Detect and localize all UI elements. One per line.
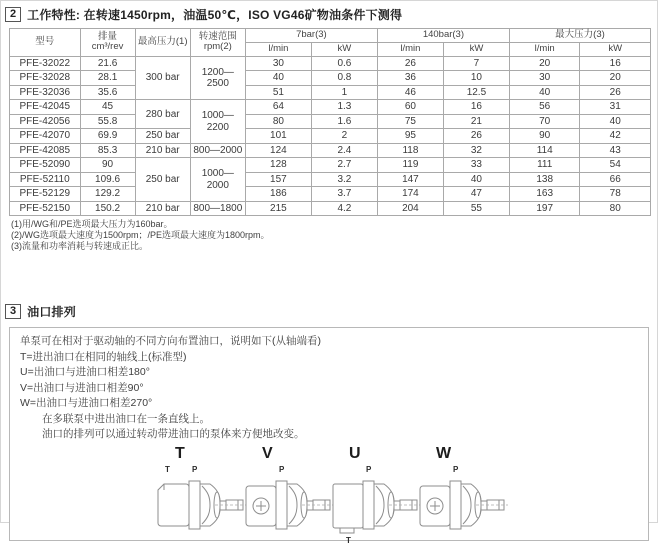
figure-T-ports (155, 465, 242, 476)
section3-number: 3 (5, 304, 21, 319)
port-figures (20, 445, 638, 546)
cell-140bar-lmin: 26 (377, 56, 443, 71)
cell-displacement: 109.6 (80, 172, 135, 187)
figure-W-label: W (436, 444, 452, 462)
cell-140bar-kw: 32 (443, 143, 509, 158)
cell-140bar-lmin: 119 (377, 158, 443, 173)
col-7bar-kw: kW (311, 42, 377, 56)
cell-model: PFE-32028 (10, 71, 81, 86)
cell-7bar-kw: 1.3 (311, 100, 377, 115)
cell-7bar-lmin: 124 (245, 143, 311, 158)
port-arrangement-box (9, 327, 649, 545)
cell-max-lmin: 111 (509, 158, 580, 173)
cell-max-kw: 66 (580, 172, 651, 187)
ports-def-U: U=出油口与进油口相差180° (20, 366, 150, 379)
cell-max-kw: 16 (580, 56, 651, 71)
ports-def-T: T=进出油口在相同的轴线上(标准型) (20, 350, 187, 363)
table-row (10, 100, 651, 115)
figure-T (155, 445, 242, 546)
cell-displacement: 85.3 (80, 143, 135, 158)
cell-140bar-lmin: 36 (377, 71, 443, 86)
cell-max-pressure: 210 bar (135, 143, 190, 158)
cell-displacement: 129.2 (80, 187, 135, 202)
cell-max-lmin: 40 (509, 85, 580, 100)
displacement-line1: 排量 (98, 30, 118, 42)
col-max-lmin: l/min (509, 42, 580, 56)
header-row-groups (10, 29, 651, 43)
cell-displacement: 35.6 (80, 85, 135, 100)
cell-7bar-lmin: 186 (245, 187, 311, 202)
footnotes (11, 219, 657, 252)
cell-140bar-kw: 10 (443, 71, 509, 86)
figure-U-port-P: P (366, 464, 372, 474)
table-row (10, 56, 651, 71)
footnote-3: (3)流量和功率消耗与转速成正比。 (11, 241, 149, 252)
cell-7bar-kw: 2 (311, 129, 377, 144)
col-140bar-lmin: l/min (377, 42, 443, 56)
figure-W-port-P: P (453, 464, 459, 474)
cell-displacement: 21.6 (80, 56, 135, 71)
cell-displacement: 28.1 (80, 71, 135, 86)
group-7bar: 7bar(3) (245, 29, 377, 43)
cell-max-kw: 42 (580, 129, 651, 144)
cell-displacement: 150.2 (80, 201, 135, 216)
cell-7bar-kw: 2.4 (311, 143, 377, 158)
figure-V (242, 445, 329, 546)
col-speed-range (190, 29, 245, 57)
cell-displacement: 90 (80, 158, 135, 173)
cell-140bar-kw: 47 (443, 187, 509, 202)
cell-max-lmin: 56 (509, 100, 580, 115)
section2-number: 2 (5, 7, 21, 22)
cell-7bar-kw: 3.7 (311, 187, 377, 202)
cell-displacement: 45 (80, 100, 135, 115)
cell-max-lmin: 197 (509, 201, 580, 216)
table-row (10, 143, 651, 158)
cell-max-pressure: 250 bar (135, 158, 190, 202)
spec-table-body (10, 56, 651, 216)
col-140bar-kw: kW (443, 42, 509, 56)
group-max-pressure: 最大压力(3) (509, 29, 650, 43)
cell-140bar-kw: 12.5 (443, 85, 509, 100)
section2-title: 工作特性: 在转速1450rpm，油温50℃，ISO VG46矿物油条件下测得 (27, 8, 403, 22)
figure-V-port-P: P (279, 464, 285, 474)
pump-drawing-U (329, 476, 416, 536)
cell-max-pressure: 250 bar (135, 129, 190, 144)
cell-model: PFE-52150 (10, 201, 81, 216)
figure-T-label: T (175, 444, 185, 462)
footnote-2: (2)/WG选项最大速度为1500rpm；/PE选项最大速度为1800rpm。 (11, 230, 270, 241)
cell-displacement: 55.8 (80, 114, 135, 129)
cell-model: PFE-42045 (10, 100, 81, 115)
pump-drawing-T (155, 476, 242, 536)
table-row (10, 172, 651, 187)
table-row (10, 201, 651, 216)
cell-7bar-kw: 0.6 (311, 56, 377, 71)
cell-140bar-lmin: 60 (377, 100, 443, 115)
figure-U-port-bottom: T (346, 535, 351, 545)
cell-7bar-kw: 1 (311, 85, 377, 100)
cell-7bar-lmin: 157 (245, 172, 311, 187)
ports-def-V: V=出油口与进油口相差90° (20, 381, 144, 394)
cell-model: PFE-52110 (10, 172, 81, 187)
cell-max-kw: 26 (580, 85, 651, 100)
cell-7bar-lmin: 101 (245, 129, 311, 144)
cell-140bar-kw: 55 (443, 201, 509, 216)
cell-max-lmin: 20 (509, 56, 580, 71)
figure-V-port-bottom (242, 536, 329, 546)
ports-def-W: W=出油口与进油口相差270° (20, 397, 153, 410)
cell-model: PFE-42056 (10, 114, 81, 129)
figure-T-port-P: P (192, 464, 198, 474)
cell-7bar-kw: 0.8 (311, 71, 377, 86)
figure-U (329, 445, 416, 546)
figure-T-port-bottom (155, 536, 242, 546)
pump-side-view-icon (155, 476, 250, 536)
port-arrangement-text (20, 334, 638, 443)
ports-intro: 单泵可在相对于驱动轴的不同方向布置油口，说明如下(从轴端看) (20, 335, 321, 348)
cell-140bar-kw: 33 (443, 158, 509, 173)
cell-max-lmin: 30 (509, 71, 580, 86)
col-max-pressure: 最高压力(1) (135, 29, 190, 57)
cell-max-kw: 80 (580, 201, 651, 216)
group-140bar: 140bar(3) (377, 29, 509, 43)
figure-W-port-bottom (416, 536, 503, 546)
figure-W-ports (416, 465, 503, 476)
cell-7bar-lmin: 64 (245, 100, 311, 115)
cell-max-pressure: 210 bar (135, 201, 190, 216)
cell-speed-range: 800—1800 (190, 201, 245, 216)
ports-note-1: 在多联泵中进出油口在一条直线上。 (42, 412, 210, 425)
speed-line1: 转速范围 (198, 30, 237, 42)
cell-140bar-lmin: 147 (377, 172, 443, 187)
cell-7bar-kw: 2.7 (311, 158, 377, 173)
cell-model: PFE-52090 (10, 158, 81, 173)
table-row (10, 187, 651, 202)
figure-V-ports (242, 465, 329, 476)
cell-140bar-kw: 7 (443, 56, 509, 71)
cell-model: PFE-42085 (10, 143, 81, 158)
cell-140bar-kw: 40 (443, 172, 509, 187)
cell-140bar-lmin: 75 (377, 114, 443, 129)
col-max-kw: kW (580, 42, 651, 56)
cell-7bar-kw: 1.6 (311, 114, 377, 129)
spec-table (9, 28, 651, 216)
cell-max-kw: 40 (580, 114, 651, 129)
cell-max-lmin: 138 (509, 172, 580, 187)
cell-model: PFE-42070 (10, 129, 81, 144)
cell-model: PFE-52129 (10, 187, 81, 202)
table-row (10, 71, 651, 86)
cell-max-kw: 20 (580, 71, 651, 86)
figure-U-ports (329, 465, 416, 476)
cell-max-kw: 78 (580, 187, 651, 202)
cell-7bar-lmin: 215 (245, 201, 311, 216)
cell-displacement: 69.9 (80, 129, 135, 144)
figure-U-label: U (349, 444, 361, 462)
table-row (10, 85, 651, 100)
table-row (10, 158, 651, 173)
cell-140bar-kw: 26 (443, 129, 509, 144)
cell-7bar-lmin: 40 (245, 71, 311, 86)
cell-max-lmin: 163 (509, 187, 580, 202)
cell-max-lmin: 70 (509, 114, 580, 129)
cell-speed-range: 1200—2500 (190, 56, 245, 100)
pump-side-view-icon (329, 476, 424, 536)
pump-drawing-W (416, 476, 503, 536)
cell-140bar-kw: 16 (443, 100, 509, 115)
cell-7bar-lmin: 51 (245, 85, 311, 100)
displacement-line2: cm³/rev (91, 41, 124, 53)
cell-max-pressure: 280 bar (135, 100, 190, 129)
cell-140bar-lmin: 95 (377, 129, 443, 144)
cell-model: PFE-32036 (10, 85, 81, 100)
cell-max-kw: 54 (580, 158, 651, 173)
figure-W (416, 445, 503, 546)
cell-140bar-lmin: 174 (377, 187, 443, 202)
cell-7bar-kw: 4.2 (311, 201, 377, 216)
cell-7bar-lmin: 128 (245, 158, 311, 173)
figure-V-label: V (262, 444, 273, 462)
footnote-1: (1)用/WG和/PE选项最大压力为160bar。 (11, 219, 173, 230)
table-row (10, 114, 651, 129)
cell-7bar-kw: 3.2 (311, 172, 377, 187)
table-row (10, 129, 651, 144)
section3-header (1, 298, 657, 323)
cell-7bar-lmin: 80 (245, 114, 311, 129)
speed-line2: rpm(2) (203, 41, 232, 53)
cell-max-lmin: 90 (509, 129, 580, 144)
col-displacement (80, 29, 135, 57)
cell-140bar-lmin: 204 (377, 201, 443, 216)
pump-side-view-icon (242, 476, 337, 536)
section2-header (1, 1, 657, 26)
pump-side-view-icon (416, 476, 511, 536)
col-7bar-lmin: l/min (245, 42, 311, 56)
cell-7bar-lmin: 30 (245, 56, 311, 71)
cell-max-pressure: 300 bar (135, 56, 190, 100)
cell-max-kw: 31 (580, 100, 651, 115)
cell-max-lmin: 114 (509, 143, 580, 158)
cell-speed-range: 1000—2200 (190, 100, 245, 144)
figure-T-port-T: T (165, 464, 170, 474)
cell-140bar-lmin: 118 (377, 143, 443, 158)
section3-title: 油口排列 (27, 305, 76, 320)
cell-speed-range: 800—2000 (190, 143, 245, 158)
cell-140bar-lmin: 46 (377, 85, 443, 100)
cell-speed-range: 1000—2000 (190, 158, 245, 202)
pump-drawing-V (242, 476, 329, 536)
ports-note-2: 油口的排列可以通过转动带进油口的泵体来方便地改变。 (42, 428, 305, 441)
cell-140bar-kw: 21 (443, 114, 509, 129)
cell-model: PFE-32022 (10, 56, 81, 71)
col-model: 型号 (10, 29, 81, 57)
cell-max-kw: 43 (580, 143, 651, 158)
